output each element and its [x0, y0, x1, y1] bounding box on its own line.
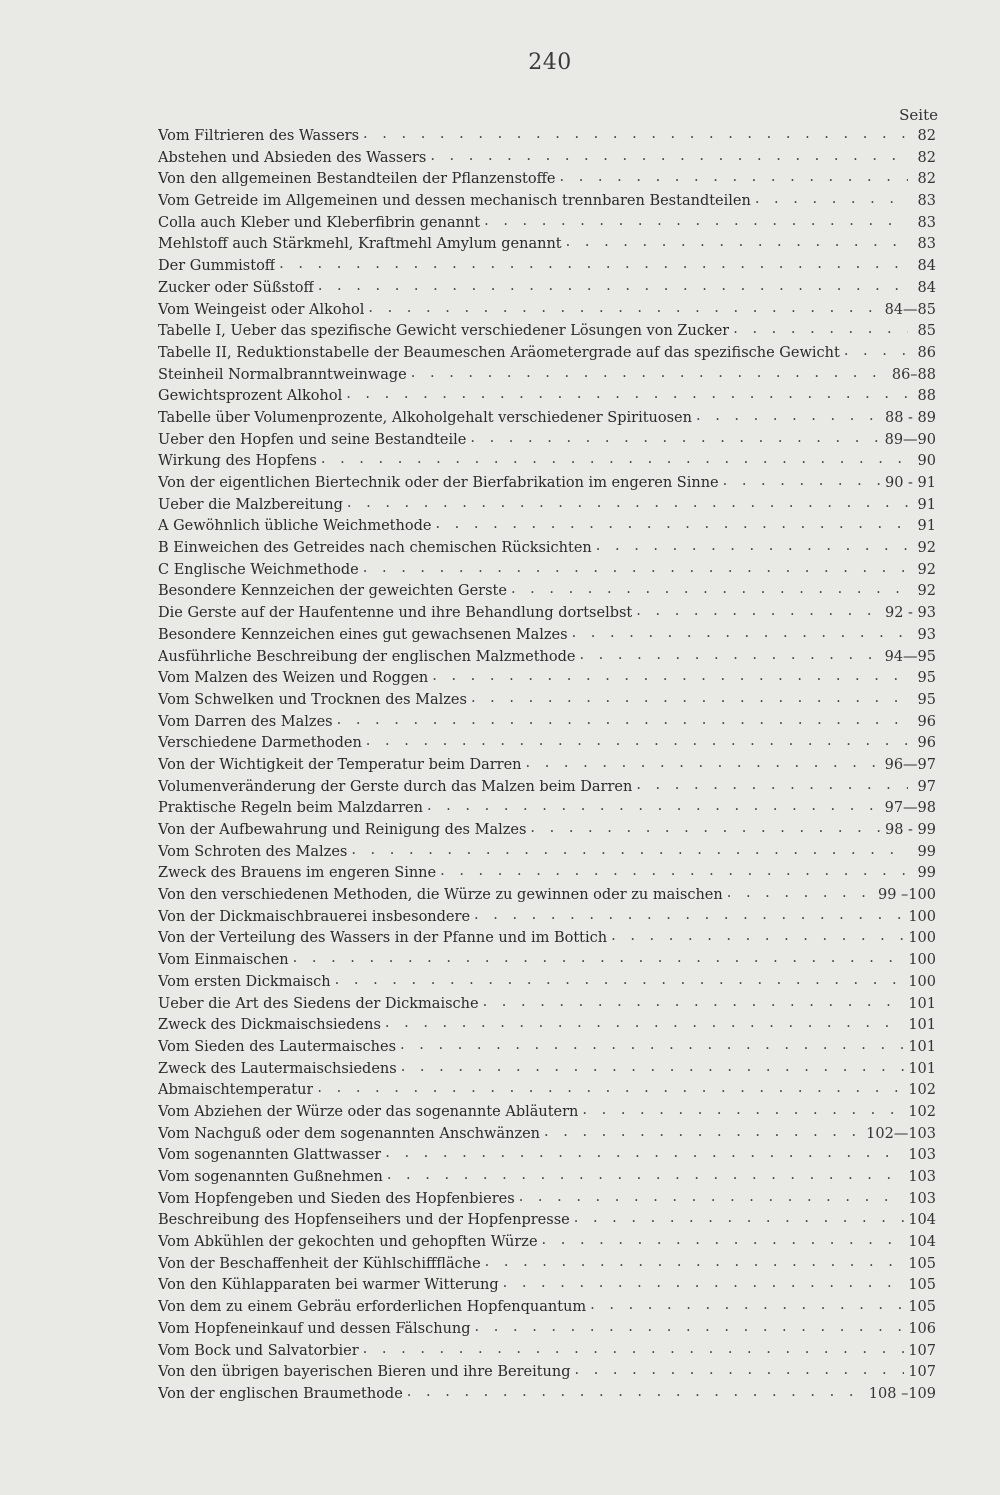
toc-entry: [158, 1102, 936, 1124]
dot-leader: [572, 623, 908, 645]
toc-entry: [158, 386, 936, 408]
toc-entry-page: 82: [917, 149, 936, 166]
toc-entry-page: 83: [917, 214, 936, 231]
toc-entry-title: Von der englischen Braumethode: [158, 1385, 403, 1402]
toc-entry-page: 96: [917, 735, 936, 752]
toc-entry: [158, 1254, 936, 1276]
dot-leader: [346, 384, 908, 406]
toc-entry-title: Ueber die Malzbereitung: [158, 496, 343, 513]
dot-leader: [574, 1208, 905, 1230]
toc-entry-title: Zweck des Brauens im engeren Sinne: [158, 865, 437, 882]
toc-entry: [158, 1015, 936, 1037]
toc-entry-title: Vom Filtrieren des Wassers: [158, 128, 360, 144]
toc-entry-title: Von der Aufbewahrung und Reinigung des Malzes: [158, 822, 527, 838]
toc-entry-title: Zweck des Lautermaischsiedens: [158, 1060, 397, 1077]
dot-leader: [483, 992, 905, 1014]
toc-entry-title: Vom Einmaischen: [158, 952, 289, 969]
toc-entry: [158, 647, 936, 669]
dot-leader: [723, 471, 881, 493]
dot-leader: [470, 428, 880, 450]
toc-entry-title: Verschiedene Darmethoden: [158, 735, 362, 752]
toc-entry-title: Steinheil Normalbranntweinwage: [158, 366, 407, 383]
toc-entry: [158, 1059, 936, 1081]
toc-entry-title: Tabelle über Volumenprozente, Alkoholgehalt verschiedener Spirituosen: [158, 409, 692, 426]
dot-leader: [411, 363, 888, 385]
toc-entry: [158, 343, 936, 365]
toc-entry-title: Gewichtsprozent Alkohol: [158, 388, 343, 405]
toc-entry-title: Vom Getreide im Allgemeinen und dessen mechanisch trennbaren Bestandteilen: [158, 193, 751, 210]
dot-leader: [363, 124, 908, 146]
dot-leader: [474, 905, 904, 927]
toc-entry-page: 104: [908, 1234, 936, 1251]
toc-entry-title: Von der eigentlichen Biertechnik oder der Bierfabrikation im engeren Sinne: [158, 475, 719, 491]
dot-leader: [335, 970, 905, 992]
toc-entry-title: Von der Wichtigkeit der Temperatur beim Darren: [158, 756, 522, 773]
toc-entry-page: 95: [917, 670, 936, 687]
dot-leader: [484, 211, 908, 233]
dot-leader: [611, 926, 904, 948]
dot-leader: [544, 1122, 862, 1144]
toc-entry-title: Ausführliche Beschreibung der englischen Malzmethode: [158, 648, 576, 665]
toc-entry-page: 86–88: [891, 366, 936, 383]
toc-entry: [158, 365, 936, 387]
dot-leader: [337, 710, 908, 732]
toc-entry-page: 104: [908, 1212, 936, 1229]
toc-entry-title: Vom Malzen des Weizen und Roggen: [158, 670, 429, 687]
toc-entry-title: Vom Hopfeneinkauf und dessen Fälschung: [158, 1320, 471, 1337]
toc-entry-title: Praktische Regeln beim Malzdarren: [158, 800, 423, 817]
toc-entry-title: Tabelle I, Ueber das spezifische Gewicht verschiedener Lösungen von Zucker: [158, 323, 730, 340]
toc-entry: [158, 300, 936, 322]
dot-leader: [363, 558, 908, 580]
toc-entry-page: 100: [908, 952, 936, 969]
toc-entry-page: 91: [917, 496, 936, 513]
dot-leader: [385, 1143, 904, 1165]
toc-entry-page: 100: [908, 930, 936, 947]
toc-entry-title: Besondere Kennzeichen eines gut gewachsenen Malzes: [158, 626, 568, 643]
page-number: 240: [528, 50, 572, 75]
dot-leader: [582, 1100, 904, 1122]
toc-entry-page: 100: [908, 973, 936, 990]
toc-entry: [158, 1037, 936, 1059]
toc-entry: [158, 603, 936, 625]
toc-entry-page: 103: [908, 1190, 936, 1207]
toc-entry-page: 97—98: [884, 800, 936, 817]
dot-leader: [427, 796, 881, 818]
dot-leader: [363, 1339, 905, 1361]
dot-leader: [347, 493, 908, 515]
toc-entry: [158, 1210, 936, 1232]
toc-entry: [158, 473, 936, 495]
toc-entry: [158, 777, 936, 799]
toc-entry-page: 96—97: [884, 756, 936, 773]
dot-leader: [590, 1295, 904, 1317]
toc-entry-title: Beschreibung des Hopfenseihers und der Hopfenpresse: [158, 1212, 570, 1229]
toc-entry-title: A Gewöhnlich übliche Weichmethode: [158, 518, 432, 535]
toc-entry: [158, 625, 936, 647]
toc-entry: [158, 712, 936, 734]
toc-entry-page: 90 - 91: [884, 475, 936, 491]
toc-entry-page: 82: [917, 128, 936, 144]
dot-leader: [542, 1230, 905, 1252]
toc-entry-title: Von den Kühlapparaten bei warmer Witterung: [158, 1277, 499, 1294]
toc-entry-title: Abstehen und Absieden des Wassers: [158, 149, 427, 166]
toc-entry-page: 90: [917, 453, 936, 470]
toc-entry: [158, 928, 936, 950]
toc-entry-page: 102—103: [866, 1125, 936, 1142]
toc-entry-title: Vom Hopfengeben und Sieden des Hopfenbieres: [158, 1190, 515, 1207]
toc-entry: [158, 278, 936, 300]
dot-leader: [432, 666, 908, 688]
toc-entry: [158, 1124, 936, 1146]
toc-entry-title: Abmaischtemperatur: [158, 1082, 314, 1099]
toc-entry: [158, 755, 936, 777]
toc-entry-title: Vom Abziehen der Würze oder das sogenannte Abläutern: [158, 1103, 579, 1120]
dot-leader: [318, 276, 908, 298]
toc-entry-page: 92 - 93: [884, 605, 936, 622]
toc-entry-page: 94—95: [884, 648, 936, 665]
toc-entry: [158, 581, 936, 603]
toc-entry: [158, 820, 936, 842]
toc-entry-title: Von den verschiedenen Methoden, die Würze zu gewinnen oder zu maischen: [158, 887, 723, 904]
toc-entry-page: 102: [908, 1082, 936, 1099]
toc-entry-title: Von den allgemeinen Bestandteilen der Pflanzenstoffe: [158, 171, 556, 188]
toc-entry: [158, 1275, 936, 1297]
toc-entry-page: 98 - 99: [884, 822, 936, 838]
toc-entry-title: Vom Darren des Malzes: [158, 713, 333, 730]
toc-entry: [158, 907, 936, 929]
toc-entry: [158, 408, 936, 430]
toc-entry-page: 93: [917, 626, 936, 643]
dot-leader: [471, 688, 908, 710]
dot-leader: [385, 1013, 904, 1035]
toc-entry: [158, 126, 936, 148]
toc-entry-page: 107: [908, 1364, 936, 1381]
toc-entry-page: 88: [917, 388, 936, 405]
toc-entry-page: 99 –100: [878, 887, 936, 904]
toc-entry-title: C Englische Weichmethode: [158, 561, 359, 578]
toc-entry: [158, 994, 936, 1016]
toc-entry: [158, 256, 936, 278]
toc-entry: [158, 1362, 936, 1384]
toc-entry-title: Von der Beschaffenheit der Kühlschifffläche: [158, 1255, 481, 1272]
toc-entry: [158, 1232, 936, 1254]
dot-leader: [440, 861, 908, 883]
toc-entry-title: Vom sogenannten Glattwasser: [158, 1147, 382, 1164]
toc-entry-title: Zweck des Dickmaischsiedens: [158, 1017, 381, 1034]
toc-entry: [158, 430, 936, 452]
toc-entry-title: Von der Verteilung des Wassers in der Pfanne und im Bottich: [158, 930, 608, 947]
toc-entry-page: 88 - 89: [884, 409, 936, 426]
toc-entry: [158, 1297, 936, 1319]
dot-leader: [368, 298, 880, 320]
toc-entry-page: 101: [908, 1060, 936, 1077]
toc-entry-title: Ueber den Hopfen und seine Bestandteile: [158, 431, 467, 448]
toc-entry-page: 103: [908, 1147, 936, 1164]
dot-leader: [636, 601, 881, 623]
toc-entry: [158, 191, 936, 213]
dot-leader: [727, 883, 874, 905]
toc-entry-title: Ueber die Art des Siedens der Dickmaische: [158, 995, 479, 1012]
toc-entry: [158, 1080, 936, 1102]
toc-entry: [158, 733, 936, 755]
dot-leader: [579, 645, 880, 667]
toc-entry: [158, 1341, 936, 1363]
toc-entry: [158, 451, 936, 473]
toc-entry: [158, 1319, 936, 1341]
toc-entry: [158, 538, 936, 560]
toc-entry: [158, 885, 936, 907]
toc-entry-title: Vom Sieden des Lautermaisches: [158, 1038, 397, 1055]
toc-entry-page: 97: [917, 778, 936, 795]
dot-leader: [511, 579, 908, 601]
dot-leader: [530, 818, 881, 840]
toc-entry-page: 92: [917, 540, 936, 557]
toc-entry-title: Von den übrigen bayerischen Bieren und ihre Bereitung: [158, 1364, 571, 1381]
dot-leader: [485, 1252, 905, 1274]
toc-entry: [158, 798, 936, 820]
toc-entry-title: Der Gummistoff: [158, 258, 276, 275]
dot-leader: [387, 1165, 904, 1187]
dot-leader: [435, 514, 908, 536]
toc-entry: [158, 516, 936, 538]
toc-entry-page: 107: [908, 1342, 936, 1359]
table-of-contents: [158, 126, 936, 1406]
dot-leader: [755, 189, 908, 211]
dot-leader: [844, 341, 908, 363]
dot-leader: [696, 406, 881, 428]
toc-entry-page: 101: [908, 1038, 936, 1055]
dot-leader: [596, 536, 908, 558]
toc-entry-page: 86: [917, 344, 936, 361]
toc-entry-page: 92: [917, 583, 936, 600]
toc-entry-title: Mehlstoff auch Stärkmehl, Kraftmehl Amylum genannt: [158, 236, 562, 253]
toc-entry: [158, 234, 936, 256]
toc-entry-page: 84: [917, 279, 936, 296]
dot-leader: [733, 319, 908, 341]
toc-entry: [158, 863, 936, 885]
dot-leader: [400, 1035, 904, 1057]
toc-entry-page: 99: [917, 843, 936, 860]
toc-entry: [158, 1384, 936, 1406]
toc-entry-page: 105: [908, 1299, 936, 1316]
toc-entry: [158, 690, 936, 712]
dot-leader: [519, 1187, 905, 1209]
toc-entry-title: Vom Schwelken und Trocknen des Malzes: [158, 691, 467, 708]
toc-entry-title: Zucker oder Süßstoff: [158, 279, 314, 296]
toc-entry: [158, 972, 936, 994]
toc-entry: [158, 950, 936, 972]
toc-entry-title: B Einweichen des Getreides nach chemischen Rücksichten: [158, 540, 592, 557]
toc-entry-page: 92: [917, 561, 936, 578]
dot-leader: [526, 753, 881, 775]
dot-leader: [636, 775, 908, 797]
toc-entry-title: Vom Schroten des Malzes: [158, 843, 348, 860]
toc-entry-title: Volumenveränderung der Gerste durch das Malzen beim Darren: [158, 778, 633, 795]
toc-entry: [158, 1189, 936, 1211]
toc-entry-title: Wirkung des Hopfens: [158, 453, 317, 470]
toc-entry-title: Vom sogenannten Gußnehmen: [158, 1169, 383, 1185]
toc-entry-page: 91: [917, 518, 936, 535]
dot-leader: [321, 449, 908, 471]
toc-entry-page: 106: [908, 1320, 936, 1337]
toc-entry-page: 105: [908, 1255, 936, 1272]
toc-entry-title: Von dem zu einem Gebräu erforderlichen Hopfenquantum: [158, 1299, 587, 1316]
dot-leader: [575, 1360, 905, 1382]
toc-entry-page: 96: [917, 713, 936, 730]
toc-entry: [158, 321, 936, 343]
dot-leader: [503, 1273, 905, 1295]
toc-entry-page: 84—85: [884, 301, 936, 318]
dot-leader: [430, 146, 908, 168]
dot-leader: [407, 1382, 865, 1404]
dot-leader: [317, 1078, 904, 1100]
toc-entry: [158, 213, 936, 235]
dot-leader: [351, 840, 908, 862]
toc-entry-page: 101: [908, 1017, 936, 1034]
toc-entry: [158, 842, 936, 864]
toc-entry-page: 105: [908, 1277, 936, 1294]
dot-leader: [475, 1317, 905, 1339]
page-column-header: Seite: [899, 106, 938, 124]
toc-entry-page: 82: [917, 171, 936, 188]
toc-entry-page: 95: [917, 691, 936, 708]
toc-entry-title: Vom ersten Dickmaisch: [158, 973, 331, 990]
toc-entry-title: Vom Nachguß oder dem sogenannten Anschwänzen: [158, 1125, 541, 1142]
dot-leader: [566, 232, 908, 254]
toc-entry: [158, 169, 936, 191]
toc-entry-page: 99: [917, 865, 936, 882]
dot-leader: [279, 254, 908, 276]
toc-entry-title: Vom Weingeist oder Alkohol: [158, 301, 365, 318]
toc-entry-title: Die Gerste auf der Haufentenne und ihre Behandlung dortselbst: [158, 605, 633, 622]
dot-leader: [401, 1057, 905, 1079]
toc-entry: [158, 495, 936, 517]
toc-entry: [158, 1145, 936, 1167]
toc-entry-page: 102: [908, 1103, 936, 1120]
toc-entry-page: 108 –109: [868, 1385, 936, 1402]
toc-entry: [158, 668, 936, 690]
dot-leader: [366, 731, 908, 753]
toc-entry-title: Vom Abkühlen der gekochten und gehopften Würze: [158, 1234, 538, 1251]
toc-entry-page: 83: [917, 193, 936, 210]
dot-leader: [293, 948, 905, 970]
toc-entry-page: 100: [908, 908, 936, 925]
toc-entry: [158, 560, 936, 582]
toc-entry-title: Tabelle II, Reduktionstabelle der Beaumeschen Aräometergrade auf das spezifische Gewicht: [158, 344, 840, 361]
toc-entry-page: 84: [917, 258, 936, 275]
toc-entry-page: 101: [908, 995, 936, 1012]
toc-entry-title: Colla auch Kleber und Kleberfibrin genannt: [158, 214, 481, 231]
dot-leader: [559, 167, 908, 189]
toc-entry-title: Besondere Kennzeichen der geweichten Gerste: [158, 583, 507, 600]
toc-entry: [158, 148, 936, 170]
toc-entry-page: 85: [917, 323, 936, 340]
toc-entry-page: 83: [917, 236, 936, 253]
toc-entry-title: Vom Bock und Salvatorbier: [158, 1342, 359, 1359]
toc-entry: [158, 1167, 936, 1189]
toc-entry-title: Von der Dickmaischbrauerei insbesondere: [158, 908, 471, 925]
toc-entry-page: 103: [908, 1169, 936, 1185]
toc-entry-page: 89—90: [884, 431, 936, 448]
